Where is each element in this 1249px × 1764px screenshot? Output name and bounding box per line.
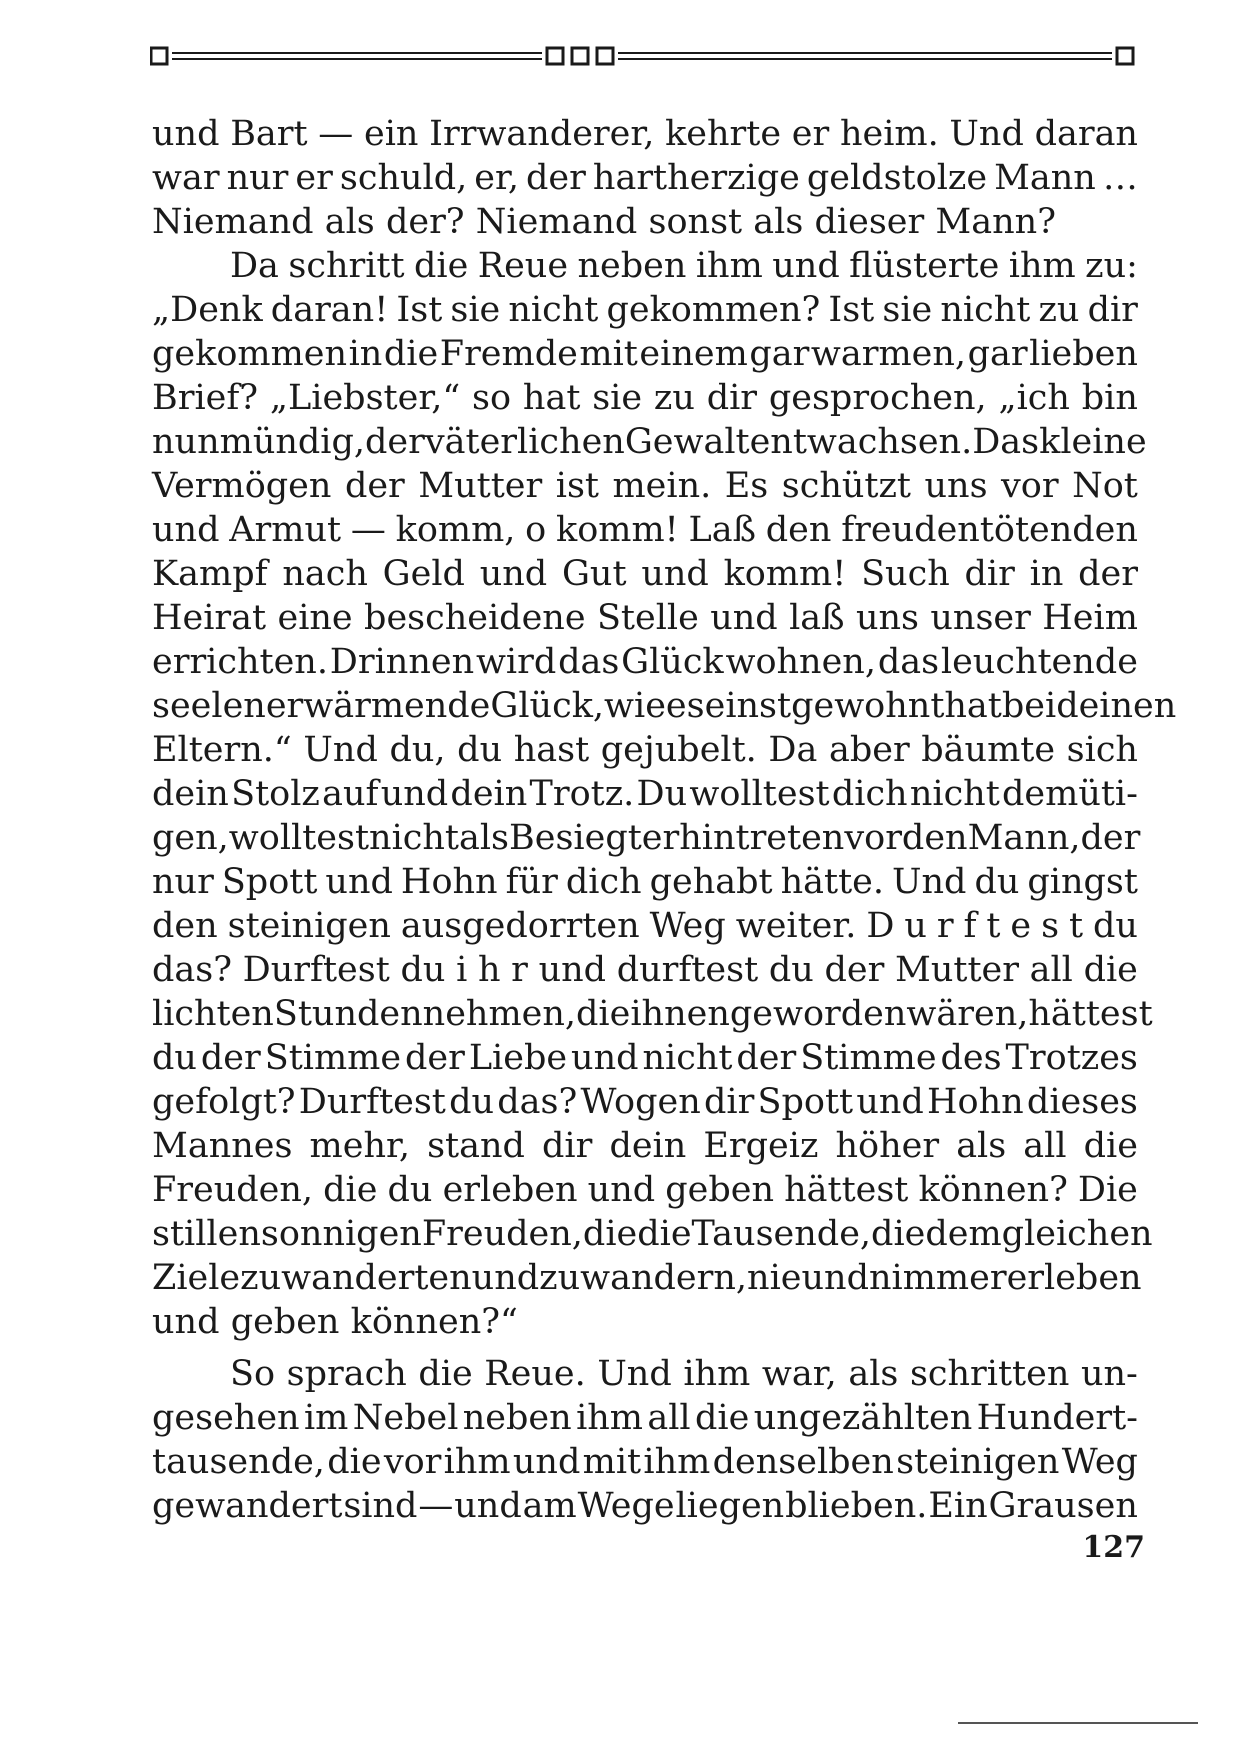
text-line: und geben können?“ (152, 1302, 518, 1342)
text-line: nur Spott und Hohn für dich gehabt hätte. Und du gingst (152, 862, 1138, 902)
text-line: dein Stolz auf und dein Trotz. Du wolltest dich nicht demüti- (152, 774, 1138, 814)
text-line: Kampf nach Geld und Gut und komm! Such dir in der (152, 554, 1138, 594)
text-line: Niemand als der? Niemand sonst als dieser Mann? (152, 202, 1056, 242)
text-line: errichten. Drinnen wird das Glück wohnen, das leuchtende (152, 642, 1138, 682)
text-line: war nur er schuld, er, der hartherzige geldstolze Mann … (152, 158, 1138, 198)
text-line: seelenerwärmende Glück, wie es einst gewohnt hat bei deinen (152, 686, 1177, 726)
body-text (152, 112, 1177, 1528)
text-line: und Bart — ein Irrwanderer, kehrte er heim. Und daran (152, 114, 1138, 154)
text-line: gen, wolltest nicht als Besiegter hintreten vor den Mann, der (152, 818, 1141, 858)
text-line: Ziele zuwanderten und zuwandern, nie und nimmer erleben (152, 1258, 1142, 1298)
text-line: Vermögen der Mutter ist mein. Es schützt uns vor Not (152, 466, 1138, 506)
text-line: Mannes mehr, stand dir dein Ergeiz höher als all die (152, 1126, 1138, 1166)
page-number: 127 (1082, 1530, 1145, 1565)
text-line: „Denk daran! Ist sie nicht gekommen? Ist sie nicht zu dir (152, 290, 1138, 330)
paragraph-1 (152, 112, 1138, 244)
text-line: den steinigen ausgedorrten Weg weiter. D u r f t e s t du (152, 906, 1138, 946)
text-line: Da schritt die Reue neben ihm und flüsterte ihm zu: (230, 246, 1138, 286)
text-line: lichten Stunden nehmen, die ihnen geworden wären, hättest (152, 994, 1153, 1034)
text-line: gewandert sind — und am Wege liegen blieben. Ein Grausen (152, 1486, 1138, 1526)
paragraph-spacer (152, 1344, 1138, 1352)
text-line: gesehen im Nebel neben ihm all die ungezählten Hundert- (152, 1398, 1138, 1438)
text-line: Brief? „Liebster,“ so hat sie zu dir gesprochen, „ich bin (152, 378, 1138, 418)
text-line: Eltern.“ Und du, du hast gejubelt. Da aber bäumte sich (152, 730, 1138, 770)
text-line: stillen sonnigen Freuden, die die Tausende, die dem gleichen (152, 1214, 1153, 1254)
paragraph-2 (152, 244, 1177, 1344)
text-line: tausende, die vor ihm und mit ihm denselben steinigen Weg (152, 1442, 1138, 1482)
text-line: und Armut — komm, o komm! Laß den freudentötenden (152, 510, 1138, 550)
text-line: Heirat eine bescheidene Stelle und laß uns unser Heim (152, 598, 1138, 638)
footer-rule (958, 1722, 1198, 1724)
text-line: Freuden, die du erleben und geben hättest können? Die (152, 1170, 1138, 1210)
text-line: nun mündig, der väterlichen Gewalt entwachsen. Das kleine (152, 422, 1147, 462)
paragraph-3 (152, 1352, 1138, 1528)
text-line: So sprach die Reue. Und ihm war, als schritten un- (230, 1354, 1138, 1394)
text-line: das? Durftest du i h r und durftest du der Mutter all die (152, 950, 1138, 990)
header-ornament (150, 42, 1140, 72)
text-line: du der Stimme der Liebe und nicht der Stimme des Trotzes (152, 1038, 1138, 1078)
text-line: gekommen in die Fremde mit einem gar warmen, gar lieben (152, 334, 1138, 374)
text-line: gefolgt? Durftest du das? Wogen dir Spott und Hohn dieses (152, 1082, 1138, 1122)
